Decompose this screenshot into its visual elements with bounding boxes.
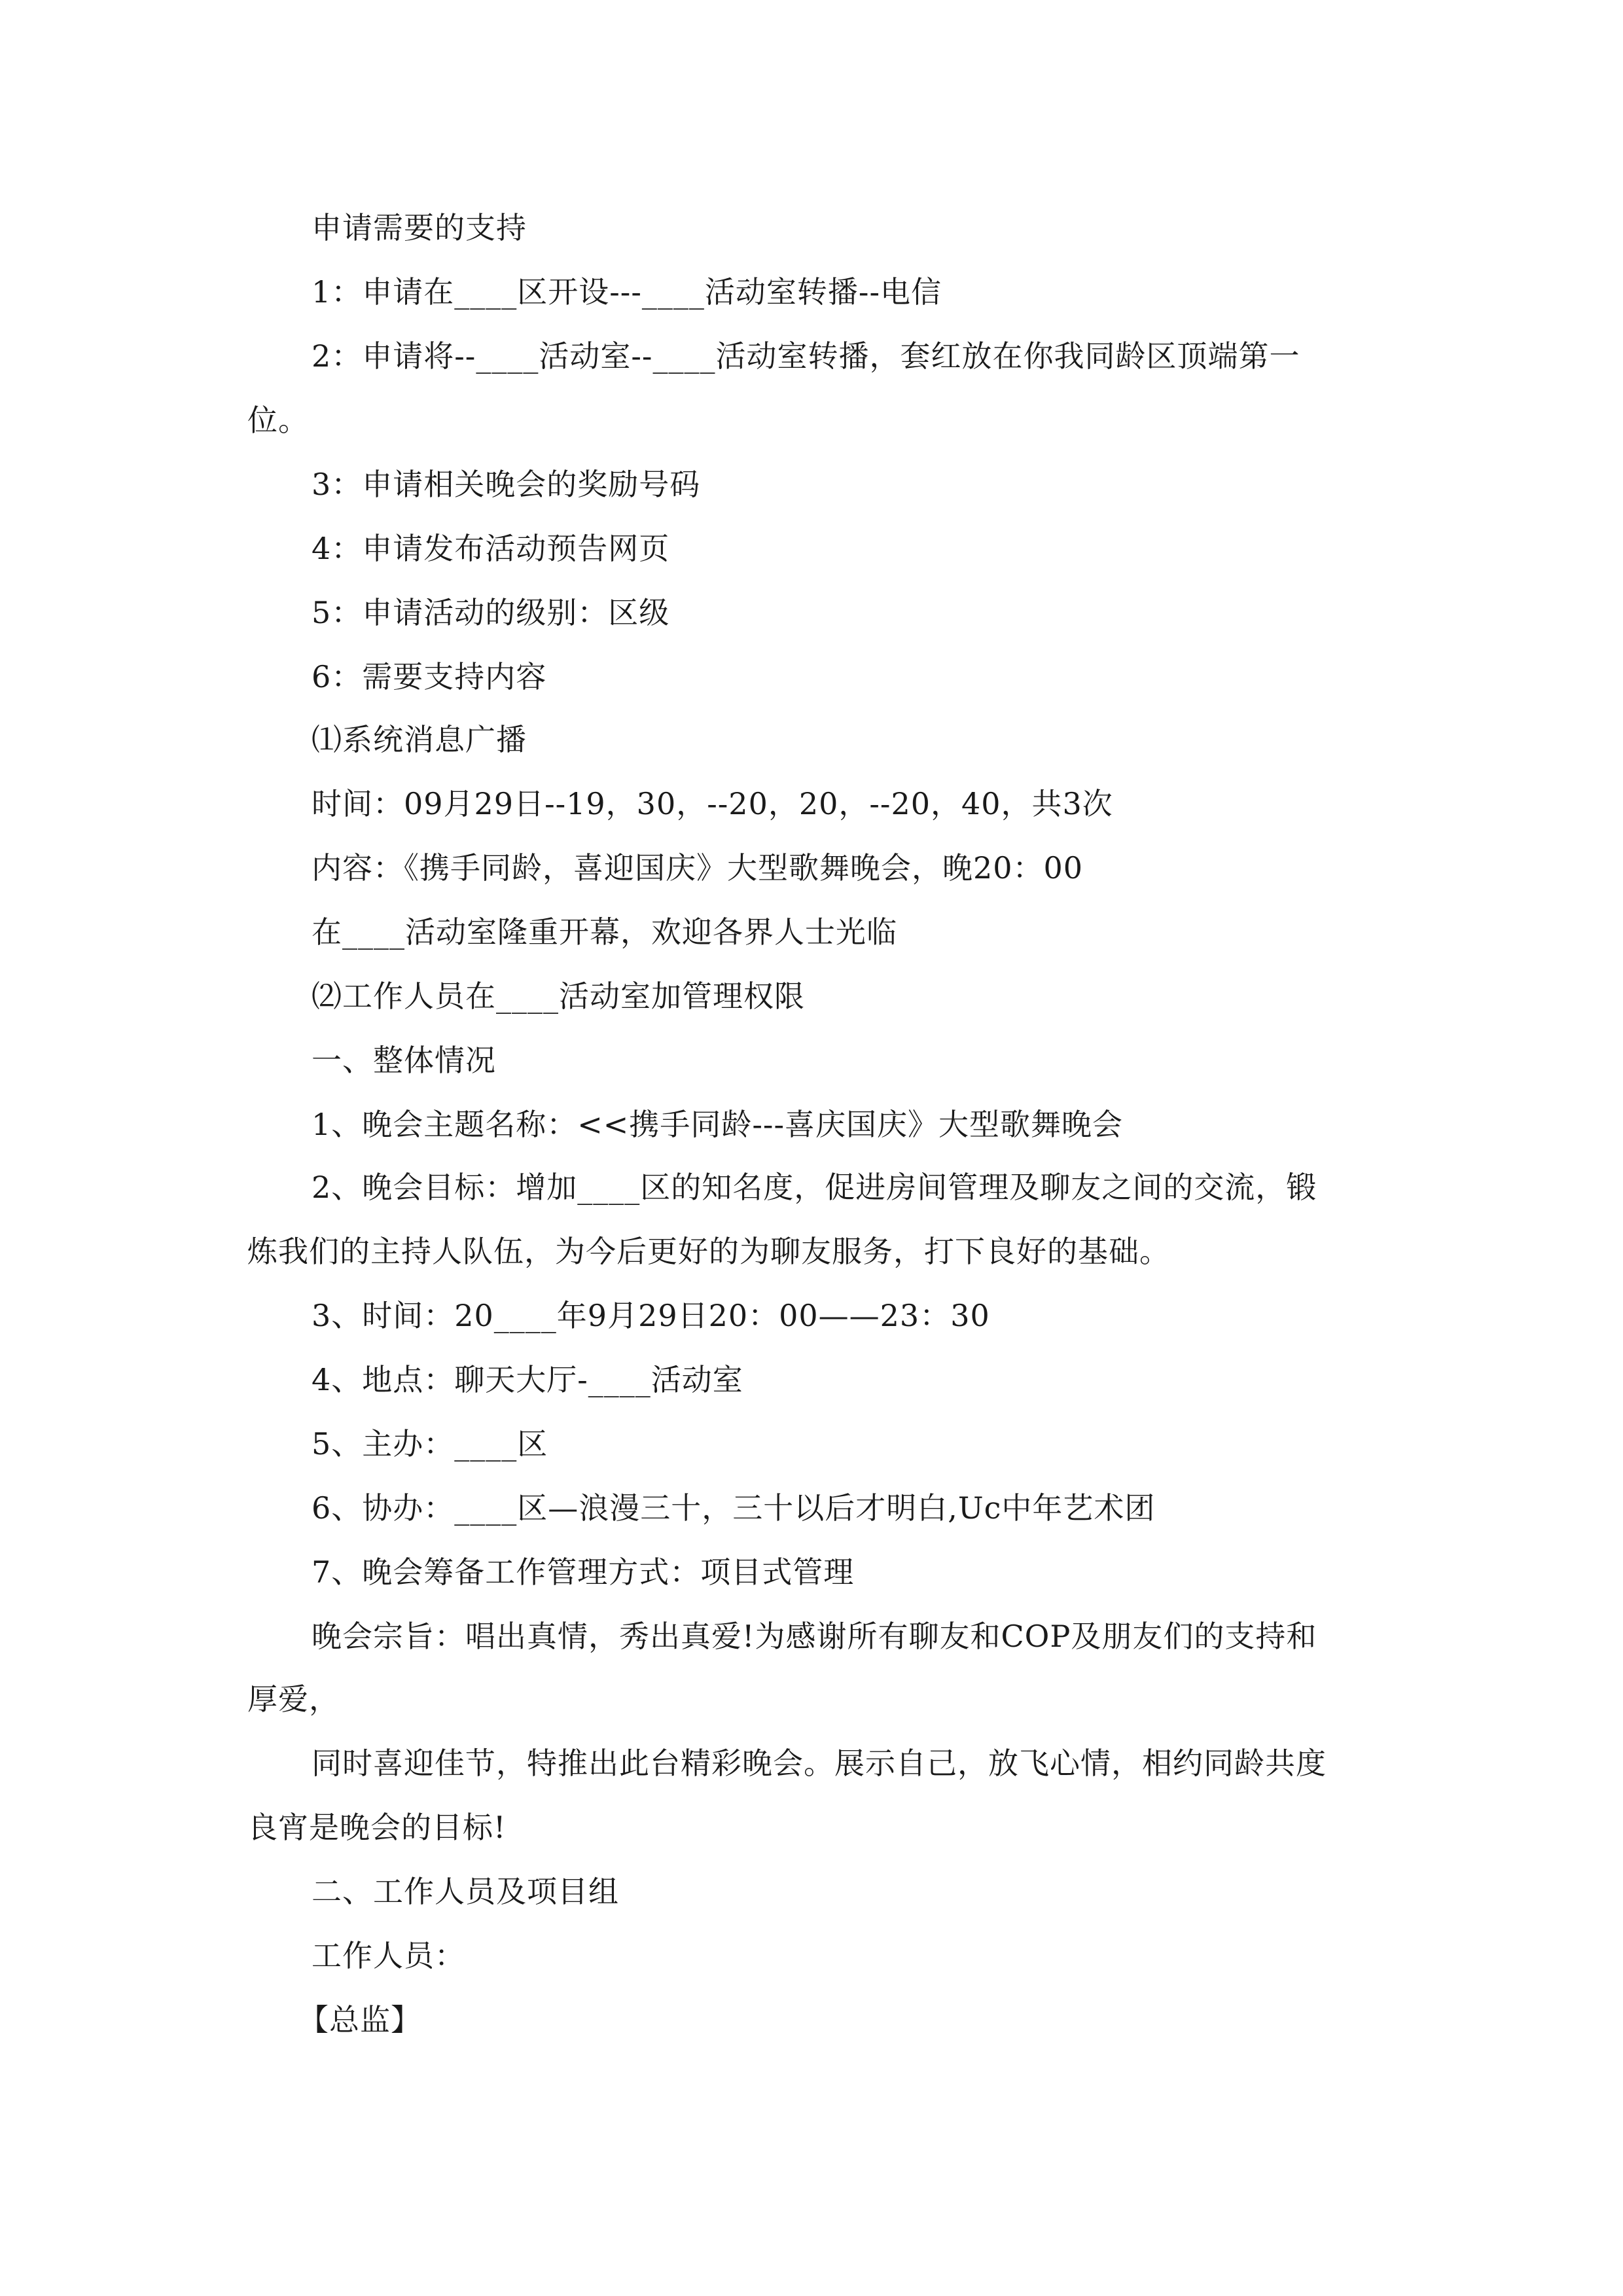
text-line: 6、协办：____区—浪漫三十，三十以后才明白,Uc中年艺术团: [312, 1490, 1156, 1526]
text-line: 内容：《携手同龄，喜迎国庆》大型歌舞晚会，晚20：00: [312, 850, 1084, 886]
text-line: 5、主办：____区: [312, 1426, 548, 1462]
text-line: 晚会宗旨：唱出真情，秀出真爱!为感谢所有聊友和COP及朋友们的支持和: [312, 1619, 1317, 1654]
text-line: 3：申请相关晚会的奖励号码: [312, 467, 701, 502]
text-line: 5：申请活动的级别：区级: [312, 595, 670, 630]
text-line: ⑴系统消息广播: [312, 722, 527, 757]
text-line: 时间：09月29日--19，30，--20，20，--20，40，共3次: [312, 786, 1113, 821]
text-line: 2：申请将--____活动室--____活动室转播，套红放在你我同龄区顶端第一: [312, 338, 1300, 374]
text-line: 2、晚会目标：增加____区的知名度，促进房间管理及聊友之间的交流，锻: [312, 1170, 1317, 1205]
text-line: 同时喜迎佳节，特推出此台精彩晚会。展示自己，放飞心情，相约同龄共度: [312, 1746, 1327, 1781]
section-heading: 一、整体情况: [312, 1043, 496, 1078]
text-line: 7、晚会筹备工作管理方式：项目式管理: [312, 1554, 855, 1590]
text-line: 4：申请发布活动预告网页: [312, 531, 670, 566]
text-line: 6：需要支持内容: [312, 659, 547, 694]
subsection-heading: 【总监】: [298, 2002, 421, 2037]
text-line: 在____活动室隆重开幕，欢迎各界人士光临: [312, 914, 897, 950]
text-line: 位。: [247, 403, 309, 438]
text-line: 炼我们的主持人队伍，为今后更好的为聊友服务，打下良好的基础。: [247, 1234, 1170, 1269]
text-line: 厚爱，: [247, 1681, 340, 1717]
text-line: 1：申请在____区开设---____活动室转播--电信: [312, 274, 942, 310]
text-line: 申请需要的支持: [312, 210, 527, 245]
text-line: 良宵是晚会的目标!: [247, 1810, 507, 1845]
text-line: 1、晚会主题名称：<<携手同龄---喜庆国庆》大型歌舞晚会: [312, 1107, 1123, 1142]
text-line: 工作人员：: [312, 1938, 465, 1973]
text-line: 4、地点：聊天大厅-____活动室: [312, 1362, 743, 1397]
section-heading: 二、工作人员及项目组: [312, 1874, 619, 1909]
text-line: ⑵工作人员在____活动室加管理权限: [312, 978, 805, 1014]
text-line: 3、时间：20____年9月29日20：00——23：30: [312, 1298, 990, 1333]
